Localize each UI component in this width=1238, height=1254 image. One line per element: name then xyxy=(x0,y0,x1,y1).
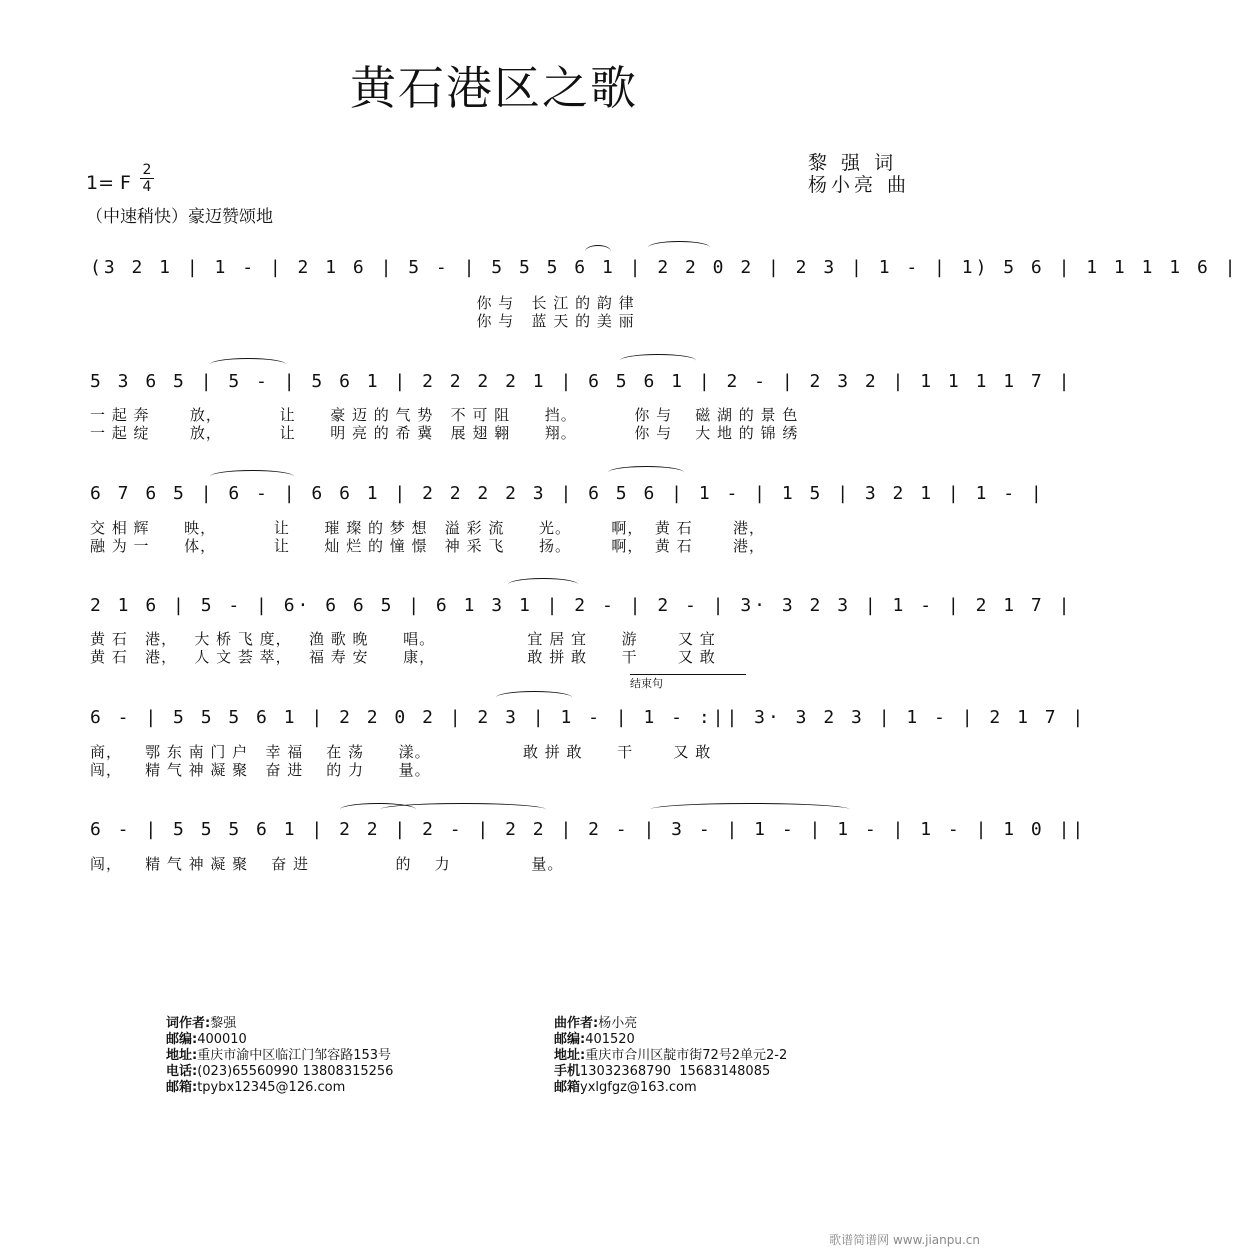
staff-notes: 2 1 6 | 5 - | 6· 6 6 5 | 6 1 3 1 | 2 - | 2 - | 3· 3 2 3 | 1 - | 2 1 7 | xyxy=(90,595,1073,616)
phone-label: 手机 xyxy=(554,1064,581,1079)
email-value: yxlgfgz@163.com xyxy=(580,1080,697,1095)
zip-label: 邮编: xyxy=(166,1032,198,1047)
ending-label: 结束句 xyxy=(630,674,746,691)
tie-mark xyxy=(210,358,286,371)
staff-notes: 5 3 6 5 | 5 - | 5 6 1 | 2 2 2 2 1 | 6 5 6 1 | 2 - | 2 3 2 | 1 1 1 1 7 | xyxy=(90,371,1073,392)
composer-label: 曲作者: xyxy=(554,1016,599,1031)
phone-value: (023)65560990 13808315256 xyxy=(197,1064,394,1079)
key-signature: 1= F xyxy=(86,172,131,194)
addr-value: 重庆市合川区靛市街72号2单元2-2 xyxy=(585,1048,788,1063)
staff-notes: 6 - | 5 5 5 6 1 | 2 2 | 2 - | 2 2 | 2 - | 3 - | 1 - | 1 - | 1 - | 1 0 || xyxy=(90,819,1087,840)
time-sig-top: 2 xyxy=(142,162,152,178)
phone-value: 13032368790 15683148085 xyxy=(580,1064,771,1079)
lyricist-value: 黎强 xyxy=(210,1016,237,1031)
staff-5-lyric-2: 闯， 精 气 神 凝 聚 奋 进 的 力 量。 xyxy=(90,761,431,779)
staff-1-lyric-1: 你 与 长 江 的 韵 律 xyxy=(90,294,635,312)
zip-label: 邮编: xyxy=(554,1032,586,1047)
tempo-marking: （中速稍快）豪迈赞颂地 xyxy=(86,207,273,227)
staff-notes: 6 - | 5 5 5 6 1 | 2 2 0 2 | 2 3 | 1 - | 1 - :|| 3· 3 2 3 | 1 - | 2 1 7 | xyxy=(90,707,1087,728)
tie-mark xyxy=(585,245,611,258)
staff-6-lyric-1: 闯， 精 气 神 凝 聚 奋 进 的 力 量。 xyxy=(90,855,564,873)
site-watermark: 歌谱简谱网 www.jianpu.cn xyxy=(829,1233,980,1247)
tie-mark xyxy=(496,691,572,704)
staff-notes: 6 7 6 5 | 6 - | 6 6 1 | 2 2 2 2 3 | 6 5 6 | 1 - | 1 5 | 3 2 1 | 1 - | xyxy=(90,483,1045,504)
staff-2 xyxy=(90,367,1073,397)
tie-mark xyxy=(380,803,546,816)
zip-value: 400010 xyxy=(197,1032,247,1047)
staff-6 xyxy=(90,815,1087,845)
email-label: 邮箱 xyxy=(554,1080,581,1095)
tie-mark xyxy=(608,466,684,479)
staff-2-lyric-1: 一 起 奔 放， 让 豪 迈 的 气 势 不 可 阻 挡。 你 与 磁 湖 的 景 色 xyxy=(90,406,799,424)
staff-4 xyxy=(90,591,1073,621)
staff-2-lyric-2: 一 起 绽 放， 让 明 亮 的 希 冀 展 翅 翱 翔。 你 与 大 地 的 锦 绣 xyxy=(90,424,799,442)
tie-mark xyxy=(620,354,696,367)
tie-mark xyxy=(650,803,850,816)
staff-5 xyxy=(90,703,1087,733)
staff-5-lyric-1: 商， 鄂 东 南 门 户 幸 福 在 荡 漾。 敢 拼 敢 干 又 敢 xyxy=(90,743,712,761)
staff-1-lyric-2: 你 与 蓝 天 的 美 丽 xyxy=(90,312,635,330)
tie-mark xyxy=(210,470,294,483)
time-sig-bottom: 4 xyxy=(142,179,152,195)
phone-label: 电话: xyxy=(166,1064,198,1079)
staff-notes: (3 2 1 | 1 - | 2 1 6 | 5 - | 5 5 5 6 1 | 2 2 0 2 | 2 3 | 1 - | 1) 5 6 | 1 1 1 1 6 | xyxy=(90,257,1238,278)
staff-3-lyric-1: 交 相 辉 映， 让 璀 璨 的 梦 想 溢 彩 流 光。 啊， 黄 石 港， xyxy=(90,519,766,537)
lyricist-label: 词作者: xyxy=(166,1016,211,1031)
tie-mark xyxy=(648,241,710,254)
email-value: tpybx12345@126.com xyxy=(197,1080,346,1095)
tie-mark xyxy=(508,578,578,591)
addr-label: 地址: xyxy=(554,1048,586,1063)
time-signature xyxy=(140,163,154,194)
composer-credit: 杨小亮 曲 xyxy=(808,174,911,196)
staff-4-lyric-1: 黄 石 港， 大 桥 飞 度， 渔 歌 晚 唱。 宜 居 宜 游 又 宜 xyxy=(90,630,716,648)
footer-composer-contact xyxy=(554,1016,787,1096)
email-label: 邮箱: xyxy=(166,1080,198,1095)
addr-value: 重庆市渝中区临江门邹容路153号 xyxy=(197,1048,392,1063)
staff-1 xyxy=(90,253,1238,283)
addr-label: 地址: xyxy=(166,1048,198,1063)
lyricist-credit: 黎 强 词 xyxy=(808,152,898,174)
page-title: 黄石港区之歌 xyxy=(350,61,638,115)
composer-value: 杨小亮 xyxy=(598,1016,638,1031)
staff-3 xyxy=(90,479,1045,509)
zip-value: 401520 xyxy=(585,1032,635,1047)
staff-4-lyric-2: 黄 石 港， 人 文 荟 萃， 福 寿 安 康， 敢 拼 敢 干 又 敢 xyxy=(90,648,716,666)
staff-3-lyric-2: 融 为 一 体， 让 灿 烂 的 憧 憬 神 采 飞 扬。 啊， 黄 石 港， xyxy=(90,537,766,555)
footer-lyricist-contact xyxy=(166,1016,393,1096)
